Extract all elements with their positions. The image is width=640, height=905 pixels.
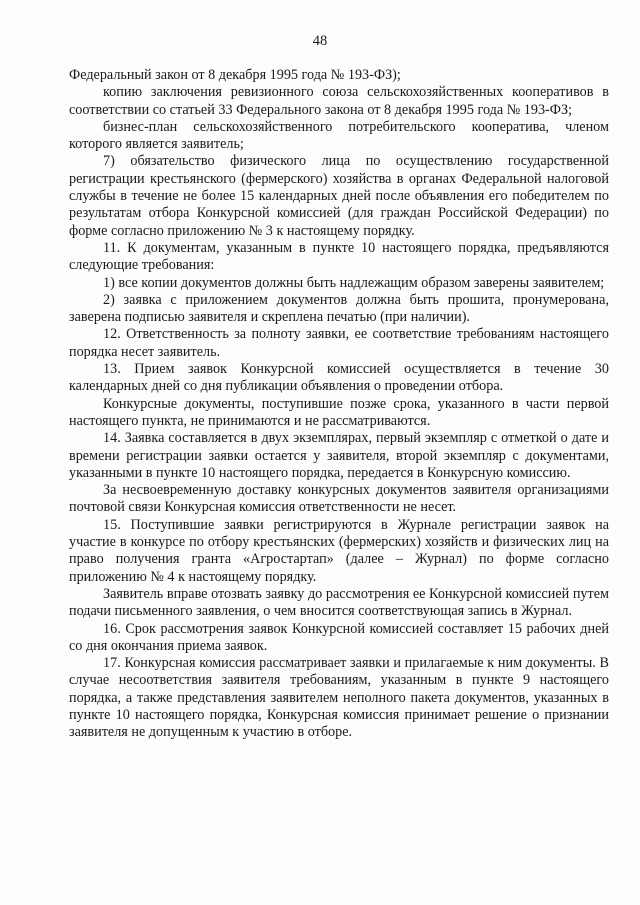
paragraph: бизнес-план сельскохозяйственного потребительского кооператива, членом которого является заявитель; — [69, 118, 609, 153]
paragraph: Конкурсные документы, поступившие позже срока, указанного в части первой настоящего пункта, не принимаются и не рассматриваются. — [69, 395, 609, 429]
paragraph: За несвоевременную доставку конкурсных документов заявителя организациями почтовой связи Конкурсная комиссия ответственности не несет. — [69, 482, 609, 516]
paragraph: Федеральный закон от 8 декабря 1995 года № 193-ФЗ); — [69, 67, 401, 83]
paragraph: копию заключения ревизионного союза сельскохозяйственных кооперативов в соответствии со статьей 33 Федерального закона от 8 декабря 1995 года № 193-ФЗ; — [69, 84, 609, 118]
paragraph: 12. Ответственность за полноту заявки, ее соответствие требованиям настоящего порядка несет заявитель. — [69, 326, 609, 360]
paragraph: 11. К документам, указанным в пункте 10 настоящего порядка, предъявляются следующие требования: — [69, 239, 609, 274]
paragraph: 15. Поступившие заявки регистрируются в Журнале регистрации заявок на участие в конкурсе по отбору крестьянских (фермерских) хозяйств и физических лиц на право получения гранта «Агростартап» (далее – Журнал) по форме согласно приложению № 4 к настоящему порядку. — [69, 516, 609, 585]
paragraph: 17. Конкурсная комиссия рассматривает заявки и прилагаемые к ним документы. В случае несоответствия заявителя требованиям, указанным в пункте 9 настоящего порядка, а также представления заявителем неполного пакета документов, указанных в пункте 10 настоящего порядка, Конкурсная комиссия принимает решение о признании заявителя не допущенным к участию в отборе. — [69, 655, 609, 741]
document-body — [69, 67, 609, 742]
paragraph: 7) обязательство физического лица по осуществлению государственной регистрации крестьянского (фермерского) хозяйства в органах Федеральной налоговой службы в течение не более 15 календарных дней после объявления его победителем по результатам отбора Конкурсной комиссией (для граждан Российской Федерации) по форме согласно приложению № 3 к настоящему порядку. — [69, 153, 609, 239]
paragraph: 2) заявка с приложением документов должна быть прошита, пронумерована, заверена подписью заявителя и скреплена печатью (при наличии). — [69, 291, 609, 326]
paragraph: 16. Срок рассмотрения заявок Конкурсной комиссией составляет 15 рабочих дней со дня окончания приема заявок. — [69, 620, 609, 654]
page-number: 48 — [312, 33, 328, 49]
paragraph: 1) все копии документов должны быть надлежащим образом заверены заявителем; — [103, 274, 605, 291]
paragraph: Заявитель вправе отозвать заявку до рассмотрения ее Конкурсной комиссией путем подачи письменного заявления, о чем вносится соответствующая запись в Журнал. — [69, 585, 609, 620]
paragraph: 13. Прием заявок Конкурсной комиссией осуществляется в течение 30 календарных дней со дня публикации объявления о проведении отбора. — [69, 361, 609, 395]
paragraph: 14. Заявка составляется в двух экземплярах, первый экземпляр с отметкой о дате и времени регистрации заявки остается у заявителя, второй экземпляр с документами, указанными в пункте 10 настоящего порядка, передается в Конкурсную комиссию. — [69, 430, 609, 481]
